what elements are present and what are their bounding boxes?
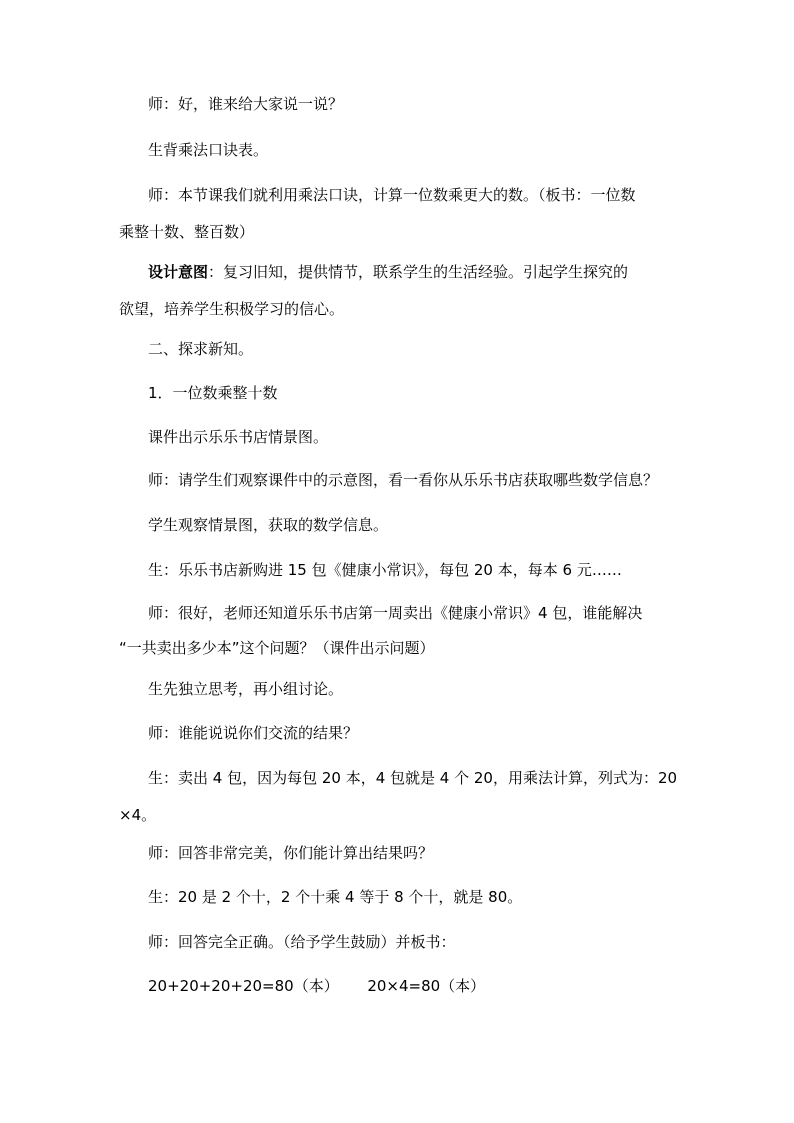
paragraph-line: 生：卖出 4 包，因为每包 20 本，4 包就是 4 个 20，用乘法计算，列式为：20 [148,769,678,787]
paragraph-line: 生背乘法口诀表。 [148,141,269,159]
paragraph-line: 师：本节课我们就利用乘法口诀，计算一位数乘更大的数。（板书：一位数 [148,186,636,204]
paragraph-line: 生：20 是 2 个十，2 个十乘 4 等于 8 个十，就是 80。 [148,888,523,906]
paragraph-student-answer [119,769,708,824]
design-intent-label: 设计意图 [148,263,209,281]
paragraph-line: 生先独立思考，再小组讨论。 [148,680,344,698]
paragraph-line: 师：谁能说说你们交流的结果？ [148,724,359,742]
paragraph-student-recite [148,143,708,158]
paragraph-line: “一共卖出多少本”这个问题？（课件出示问题） [119,639,435,657]
paragraph-lesson-intro [119,186,708,241]
paragraph-line: 乘整十数、整百数） [119,223,255,241]
paragraph-teacher-prompt [148,97,708,112]
paragraph-line: 师：好，谁来给大家说一说？ [148,95,344,113]
paragraph-line: ×4。 [119,806,157,824]
paragraph-teacher-board [148,935,708,950]
paragraph-line [148,265,708,280]
paragraph-line: 师：回答非常完美，你们能计算出结果吗？ [148,844,434,862]
paragraph-line: 20+20+20+20=80（本） 20×4=80（本） [148,977,486,995]
paragraph-courseware-show [148,430,708,445]
paragraph-teacher-question [119,604,708,657]
paragraph-line: 1．一位数乘整十数 [148,384,278,402]
paragraph-student-compute [148,890,708,905]
paragraph-teacher-praise [148,846,708,861]
paragraph-line: 欲望，培养学生积极学习的信心。 [119,300,345,318]
paragraph-teacher-observe [148,473,708,488]
paragraph-line: 课件出示乐乐书店情景图。 [148,428,329,446]
section-heading [148,342,708,357]
paragraph-student-info [148,563,708,578]
paragraph-student-observe [148,518,708,533]
paragraph-line: 二、探求新知。 [148,340,254,358]
paragraph-design-intent [119,263,708,318]
paragraph-line: 师：回答完全正确。（给予学生鼓励）并板书： [148,933,456,951]
paragraph-line: 学生观察情景图，获取的数学信息。 [148,516,389,534]
equation-line [148,979,708,994]
paragraph-teacher-results [148,726,708,741]
design-intent-text: ：复习旧知，提供情节，联系学生的生活经验。引起学生探究的 [208,263,629,281]
subsection-heading [148,386,708,401]
paragraph-student-discuss [148,682,708,697]
paragraph-line: 师：很好，老师还知道乐乐书店第一周卖出《健康小常识》4 包，谁能解决 [148,604,643,622]
paragraph-line: 生：乐乐书店新购进 15 包《健康小常识》，每包 20 本，每本 6 元…… [148,561,622,579]
paragraph-line: 师：请学生们观察课件中的示意图，看一看你从乐乐书店获取哪些数学信息？ [148,471,659,489]
